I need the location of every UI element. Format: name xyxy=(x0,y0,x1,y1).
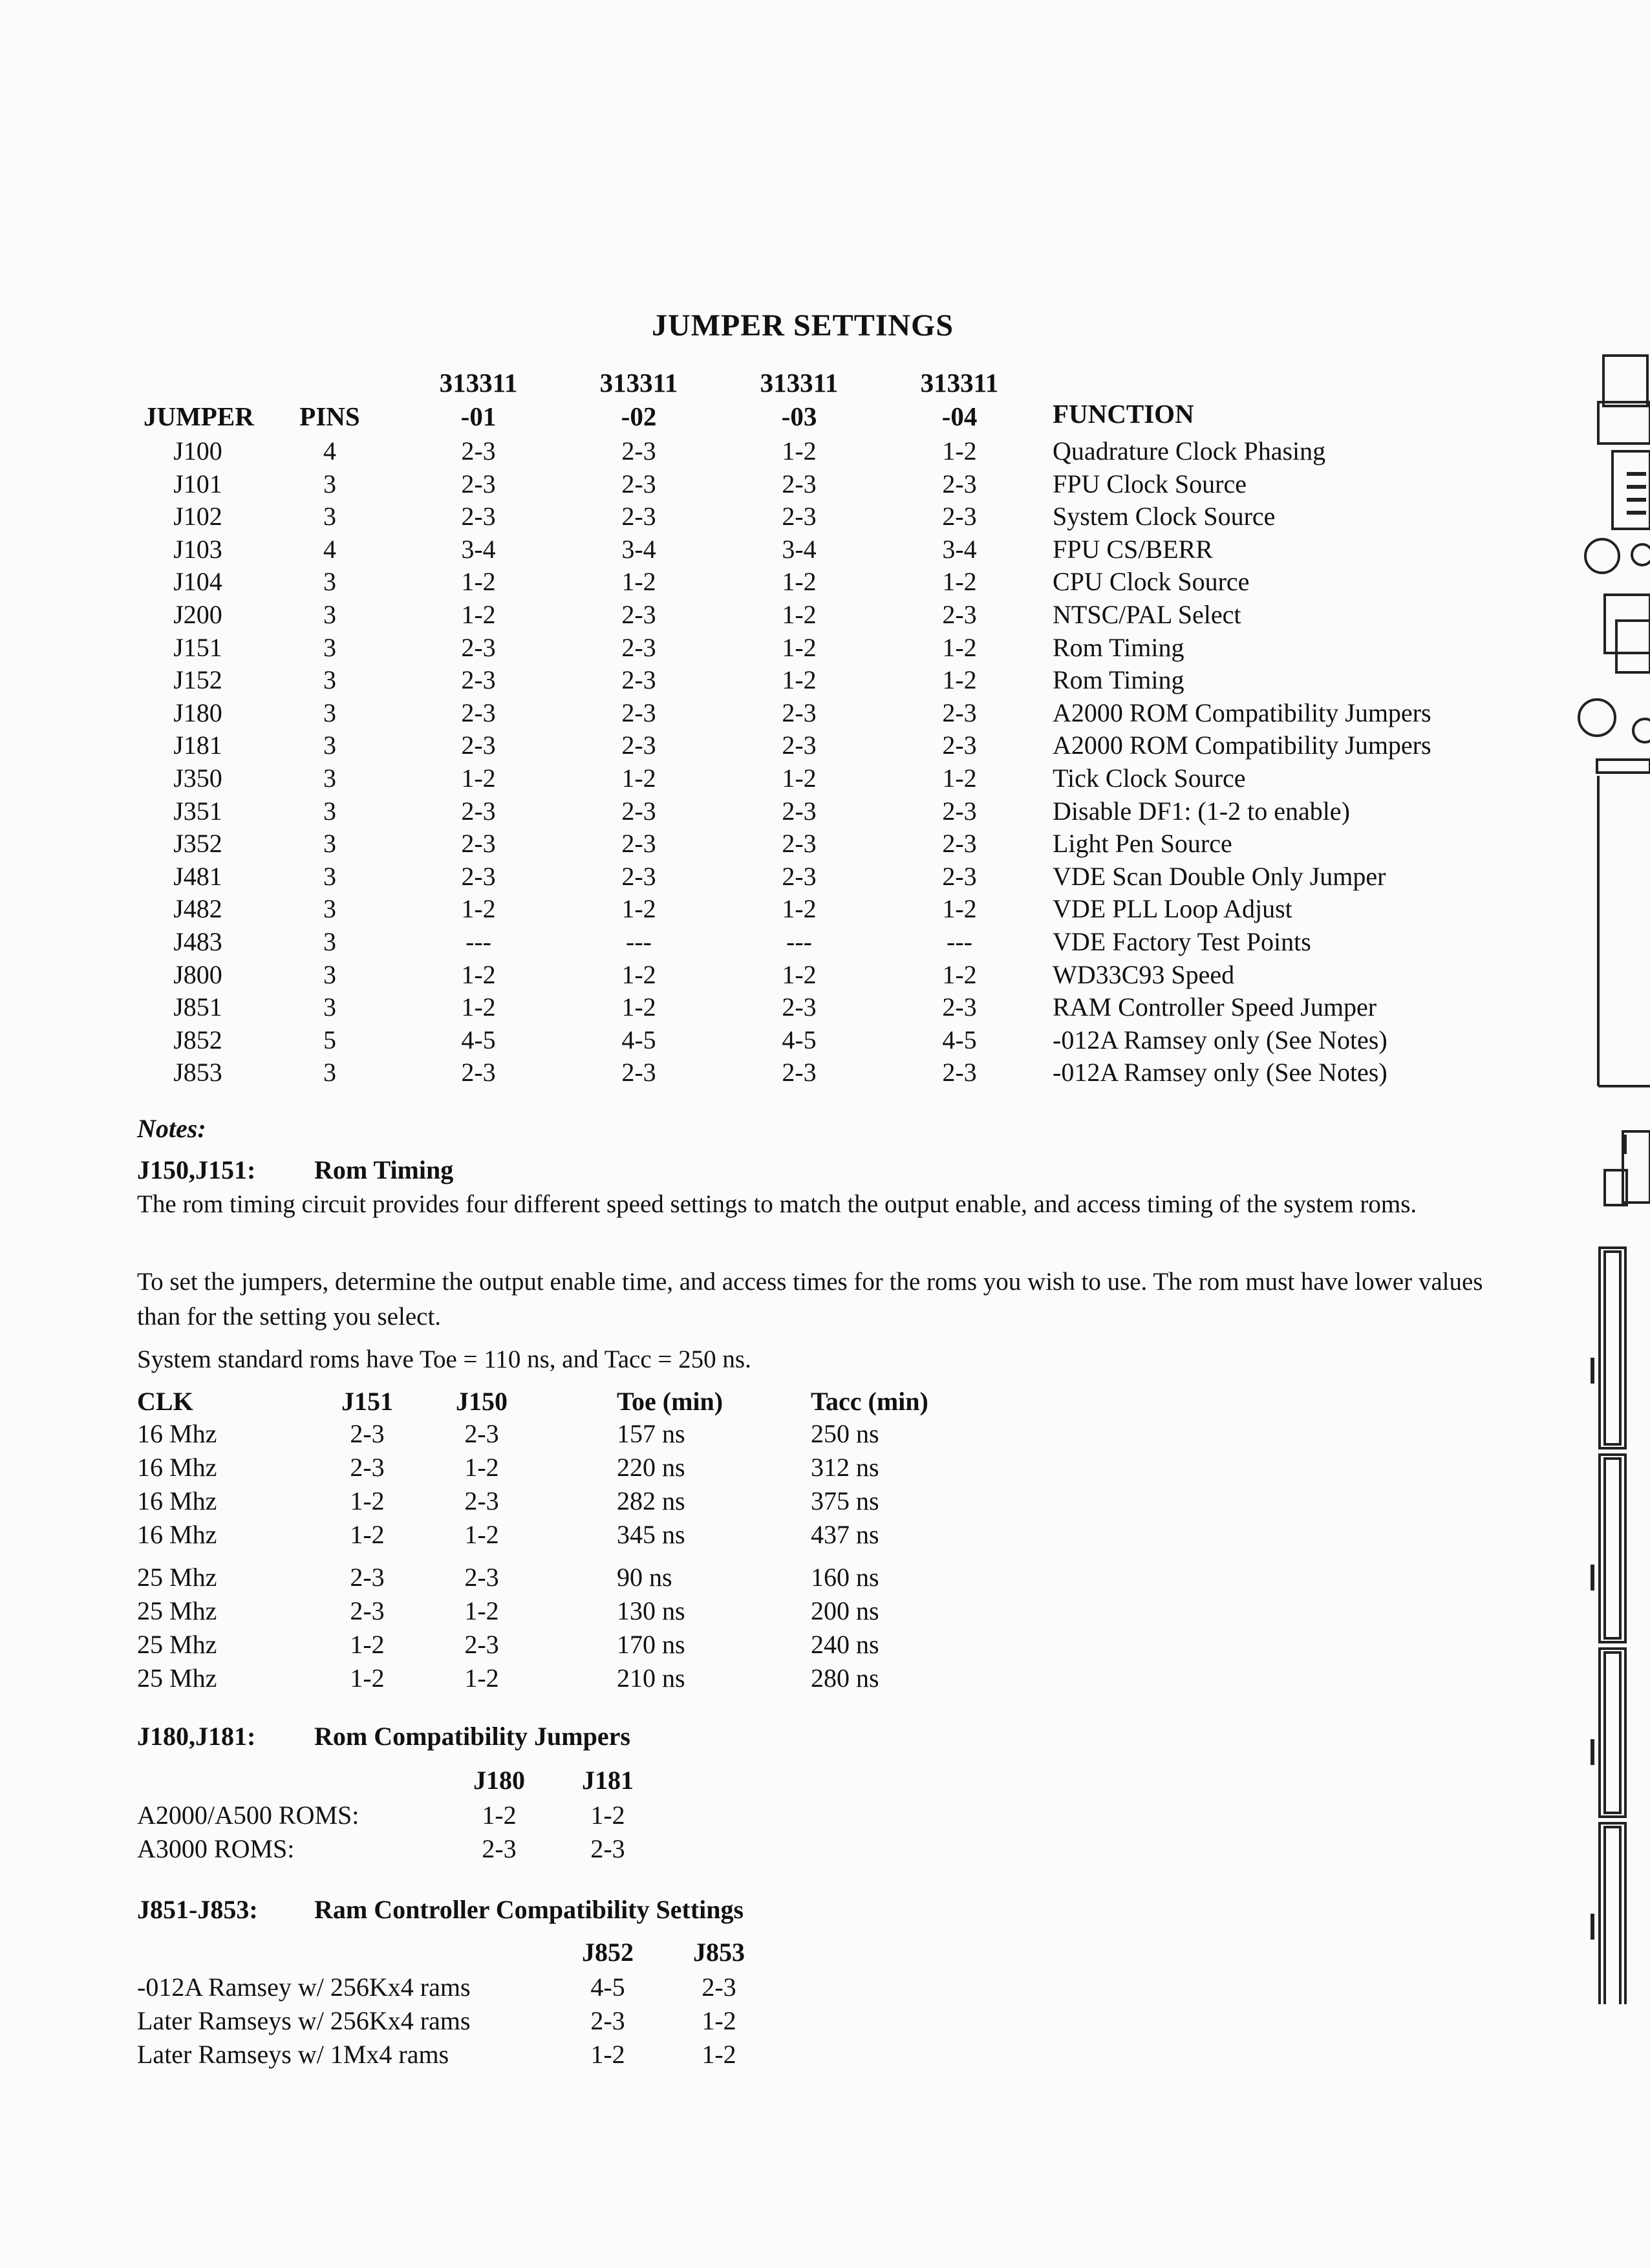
rom-compat-header-j180: J180 xyxy=(473,1766,525,1795)
rom-compat-id: J180,J181: xyxy=(137,1722,256,1751)
setting-03: 2-3 xyxy=(782,469,817,498)
setting-03: 1-2 xyxy=(782,764,817,793)
pin-count: 3 xyxy=(323,731,336,760)
setting-02: 2-3 xyxy=(621,862,656,891)
setting-04: 1-2 xyxy=(942,436,977,465)
ram-compat-title: Ram Controller Compatibility Settings xyxy=(314,1895,744,1924)
jumper-id: J853 xyxy=(173,1058,222,1087)
ram-compat-id: J851-J853: xyxy=(137,1895,258,1924)
function-description: A2000 ROM Compatibility Jumpers xyxy=(1053,698,1431,727)
j853-setting: 1-2 xyxy=(702,2040,736,2069)
pin-count: 3 xyxy=(323,894,336,923)
setting-02: --- xyxy=(626,927,652,956)
jumper-id: J104 xyxy=(173,567,222,596)
toe-value: 282 ns xyxy=(617,1486,685,1515)
setting-03: 4-5 xyxy=(782,1025,817,1054)
setting-03: 2-3 xyxy=(782,502,817,531)
setting-02: 1-2 xyxy=(621,960,656,989)
setting-02: 2-3 xyxy=(621,469,656,498)
jumper-id: J151 xyxy=(173,633,222,662)
jumper-id: J181 xyxy=(173,731,222,760)
j151-setting: 2-3 xyxy=(350,1563,385,1592)
pin-count: 3 xyxy=(323,829,336,858)
j150-setting: 1-2 xyxy=(464,1664,499,1693)
setting-04: 2-3 xyxy=(942,698,977,727)
pin-count: 3 xyxy=(323,502,336,531)
pin-count: 4 xyxy=(323,535,336,564)
notes-label: Notes: xyxy=(137,1114,206,1143)
j151-setting: 2-3 xyxy=(350,1419,385,1448)
toe-value: 210 ns xyxy=(617,1664,685,1693)
setting-04: 2-3 xyxy=(942,829,977,858)
setting-01: 2-3 xyxy=(461,829,496,858)
clock-speed: 25 Mhz xyxy=(137,1630,217,1659)
function-description: RAM Controller Speed Jumper xyxy=(1053,992,1377,1022)
setting-03: 2-3 xyxy=(782,992,817,1022)
timing-header-toe: Toe (min) xyxy=(617,1387,723,1416)
rom-timing-title: Rom Timing xyxy=(314,1155,454,1184)
function-description: FPU CS/BERR xyxy=(1053,535,1213,564)
rom-timing-para-3: System standard roms have Toe = 110 ns, and Tacc = 250 ns. xyxy=(137,1345,751,1373)
setting-01: 1-2 xyxy=(461,600,496,629)
header-variant-02: -02 xyxy=(621,401,657,431)
setting-02: 2-3 xyxy=(621,665,656,694)
tacc-value: 160 ns xyxy=(811,1563,879,1592)
setting-04: 2-3 xyxy=(942,992,977,1022)
setting-04: 2-3 xyxy=(942,502,977,531)
ram-compat-header-j852: J852 xyxy=(582,1938,634,1967)
setting-02: 4-5 xyxy=(621,1025,656,1054)
j151-setting: 1-2 xyxy=(350,1486,385,1515)
j150-setting: 1-2 xyxy=(464,1520,499,1549)
rom-timing-para-1: The rom timing circuit provides four different speed settings to match the output enable, and access timing of the system roms. xyxy=(137,1190,1417,1218)
rom-compat-title: Rom Compatibility Jumpers xyxy=(314,1722,630,1751)
function-description: CPU Clock Source xyxy=(1053,567,1250,596)
setting-01: 4-5 xyxy=(461,1025,496,1054)
setting-03: 1-2 xyxy=(782,960,817,989)
setting-04: 2-3 xyxy=(942,731,977,760)
setting-04: 2-3 xyxy=(942,469,977,498)
function-description: Disable DF1: (1-2 to enable) xyxy=(1053,797,1350,826)
setting-02: 1-2 xyxy=(621,894,656,923)
header-variant-04: -04 xyxy=(941,401,978,431)
clock-speed: 16 Mhz xyxy=(137,1486,217,1515)
tacc-value: 375 ns xyxy=(811,1486,879,1515)
setting-01: 1-2 xyxy=(461,894,496,923)
setting-01: 2-3 xyxy=(461,797,496,826)
pin-count: 3 xyxy=(323,764,336,793)
setting-03: 1-2 xyxy=(782,894,817,923)
tacc-value: 240 ns xyxy=(811,1630,879,1659)
setting-02: 1-2 xyxy=(621,764,656,793)
jumper-id: J101 xyxy=(173,469,222,498)
rom-type-label: A2000/A500 ROMS: xyxy=(137,1801,359,1830)
pin-count: 3 xyxy=(323,960,336,989)
part-number-01: 313311 xyxy=(439,368,518,398)
clock-speed: 25 Mhz xyxy=(137,1664,217,1693)
function-description: NTSC/PAL Select xyxy=(1053,600,1241,629)
jumper-id: J152 xyxy=(173,665,222,694)
function-description: WD33C93 Speed xyxy=(1053,960,1235,989)
j180-setting: 1-2 xyxy=(482,1801,517,1830)
tacc-value: 312 ns xyxy=(811,1453,879,1482)
function-description: FPU Clock Source xyxy=(1053,469,1247,498)
jumper-id: J852 xyxy=(173,1025,222,1054)
function-description: A2000 ROM Compatibility Jumpers xyxy=(1053,731,1431,760)
j151-setting: 2-3 xyxy=(350,1596,385,1625)
setting-03: 2-3 xyxy=(782,1058,817,1087)
setting-04: 3-4 xyxy=(942,535,977,564)
jumper-id: J102 xyxy=(173,502,222,531)
clock-speed: 16 Mhz xyxy=(137,1520,217,1549)
j151-setting: 2-3 xyxy=(350,1453,385,1482)
jumper-id: J350 xyxy=(173,764,222,793)
j853-setting: 2-3 xyxy=(702,1973,736,2002)
rom-timing-para-2: To set the jumpers, determine the output enable time, and access times for the roms you wish to use. The rom must have lower values than for the setting you select. xyxy=(137,1268,1483,1331)
toe-value: 130 ns xyxy=(617,1596,685,1625)
setting-04: 1-2 xyxy=(942,633,977,662)
function-description: VDE PLL Loop Adjust xyxy=(1053,894,1292,923)
clock-speed: 16 Mhz xyxy=(137,1453,217,1482)
pin-count: 3 xyxy=(323,927,336,956)
circuit-board-edge-graphic xyxy=(1565,349,1650,2004)
jumper-id: J351 xyxy=(173,797,222,826)
tacc-value: 280 ns xyxy=(811,1664,879,1693)
setting-03: 2-3 xyxy=(782,829,817,858)
function-description: Rom Timing xyxy=(1053,633,1184,662)
setting-04: 2-3 xyxy=(942,862,977,891)
pin-count: 3 xyxy=(323,1058,336,1087)
setting-04: 2-3 xyxy=(942,797,977,826)
setting-01: 2-3 xyxy=(461,633,496,662)
setting-03: 2-3 xyxy=(782,731,817,760)
toe-value: 90 ns xyxy=(617,1563,672,1592)
pin-count: 4 xyxy=(323,436,336,465)
rom-type-label: A3000 ROMS: xyxy=(137,1834,295,1863)
timing-header-j150: J150 xyxy=(456,1387,508,1416)
setting-03: 1-2 xyxy=(782,600,817,629)
clock-speed: 25 Mhz xyxy=(137,1563,217,1592)
setting-03: 1-2 xyxy=(782,633,817,662)
header-variant-03: -03 xyxy=(781,401,817,431)
j853-setting: 1-2 xyxy=(702,2006,736,2035)
setting-03: 2-3 xyxy=(782,862,817,891)
setting-02: 1-2 xyxy=(621,567,656,596)
j151-setting: 1-2 xyxy=(350,1664,385,1693)
jumper-id: J103 xyxy=(173,535,222,564)
toe-value: 345 ns xyxy=(617,1520,685,1549)
setting-01: --- xyxy=(466,927,491,956)
clock-speed: 16 Mhz xyxy=(137,1419,217,1448)
header-pins: PINS xyxy=(299,401,360,431)
function-description: Light Pen Source xyxy=(1053,829,1232,858)
setting-04: 4-5 xyxy=(942,1025,977,1054)
function-description: Tick Clock Source xyxy=(1053,764,1246,793)
function-description: -012A Ramsey only (See Notes) xyxy=(1053,1025,1388,1054)
setting-04: 1-2 xyxy=(942,894,977,923)
setting-03: --- xyxy=(786,927,812,956)
part-number-03: 313311 xyxy=(760,368,839,398)
setting-04: 2-3 xyxy=(942,1058,977,1087)
timing-header-j151: J151 xyxy=(341,1387,393,1416)
function-description: VDE Scan Double Only Jumper xyxy=(1053,862,1386,891)
j150-setting: 2-3 xyxy=(464,1486,499,1515)
function-description: System Clock Source xyxy=(1053,502,1276,531)
header-function: FUNCTION xyxy=(1053,399,1194,429)
jumper-id: J180 xyxy=(173,698,222,727)
setting-02: 1-2 xyxy=(621,992,656,1022)
pin-count: 3 xyxy=(323,567,336,596)
pin-count: 3 xyxy=(323,992,336,1022)
setting-02: 2-3 xyxy=(621,1058,656,1087)
setting-03: 3-4 xyxy=(782,535,817,564)
jumper-id: J800 xyxy=(173,960,222,989)
pin-count: 3 xyxy=(323,633,336,662)
j150-setting: 1-2 xyxy=(464,1453,499,1482)
ramsey-config-label: -012A Ramsey w/ 256Kx4 rams xyxy=(137,1973,471,2002)
clock-speed: 25 Mhz xyxy=(137,1596,217,1625)
setting-03: 1-2 xyxy=(782,436,817,465)
j852-setting: 1-2 xyxy=(590,2040,625,2069)
timing-header-clk: CLK xyxy=(137,1387,193,1416)
pin-count: 3 xyxy=(323,797,336,826)
setting-02: 3-4 xyxy=(621,535,656,564)
tacc-value: 200 ns xyxy=(811,1596,879,1625)
setting-03: 2-3 xyxy=(782,698,817,727)
function-description: -012A Ramsey only (See Notes) xyxy=(1053,1058,1388,1087)
setting-01: 2-3 xyxy=(461,502,496,531)
setting-02: 2-3 xyxy=(621,797,656,826)
pin-count: 3 xyxy=(323,665,336,694)
j181-setting: 2-3 xyxy=(590,1834,625,1863)
setting-03: 2-3 xyxy=(782,797,817,826)
toe-value: 157 ns xyxy=(617,1419,685,1448)
part-number-04: 313311 xyxy=(920,368,999,398)
setting-02: 2-3 xyxy=(621,600,656,629)
toe-value: 220 ns xyxy=(617,1453,685,1482)
setting-01: 1-2 xyxy=(461,960,496,989)
setting-03: 1-2 xyxy=(782,665,817,694)
setting-02: 2-3 xyxy=(621,633,656,662)
setting-01: 1-2 xyxy=(461,764,496,793)
jumper-id: J483 xyxy=(173,927,222,956)
setting-04: 2-3 xyxy=(942,600,977,629)
setting-01: 2-3 xyxy=(461,469,496,498)
header-jumper: JUMPER xyxy=(144,401,254,431)
setting-01: 2-3 xyxy=(461,1058,496,1087)
page-title: JUMPER SETTINGS xyxy=(652,308,954,343)
jumper-id: J352 xyxy=(173,829,222,858)
setting-01: 2-3 xyxy=(461,698,496,727)
setting-04: 1-2 xyxy=(942,567,977,596)
function-description: Rom Timing xyxy=(1053,665,1184,694)
pin-count: 3 xyxy=(323,469,336,498)
function-description: VDE Factory Test Points xyxy=(1053,927,1311,956)
j852-setting: 4-5 xyxy=(590,1973,625,2002)
setting-01: 1-2 xyxy=(461,567,496,596)
j151-setting: 1-2 xyxy=(350,1520,385,1549)
tacc-value: 250 ns xyxy=(811,1419,879,1448)
timing-header-tacc: Tacc (min) xyxy=(811,1387,928,1416)
tacc-value: 437 ns xyxy=(811,1520,879,1549)
ramsey-config-label: Later Ramseys w/ 256Kx4 rams xyxy=(137,2006,471,2035)
j181-setting: 1-2 xyxy=(590,1801,625,1830)
j852-setting: 2-3 xyxy=(590,2006,625,2035)
ram-compat-header-j853: J853 xyxy=(693,1938,745,1967)
setting-03: 1-2 xyxy=(782,567,817,596)
setting-01: 1-2 xyxy=(461,992,496,1022)
setting-02: 2-3 xyxy=(621,829,656,858)
j150-setting: 2-3 xyxy=(464,1419,499,1448)
jumper-id: J200 xyxy=(173,600,222,629)
setting-01: 2-3 xyxy=(461,665,496,694)
setting-04: --- xyxy=(947,927,972,956)
jumper-id: J481 xyxy=(173,862,222,891)
setting-01: 3-4 xyxy=(461,535,496,564)
jumper-id: J851 xyxy=(173,992,222,1022)
part-number-02: 313311 xyxy=(599,368,678,398)
pin-count: 3 xyxy=(323,600,336,629)
setting-01: 2-3 xyxy=(461,436,496,465)
jumper-id: J100 xyxy=(173,436,222,465)
header-variant-01: -01 xyxy=(460,401,497,431)
setting-04: 1-2 xyxy=(942,764,977,793)
setting-02: 2-3 xyxy=(621,731,656,760)
ramsey-config-label: Later Ramseys w/ 1Mx4 rams xyxy=(137,2040,449,2069)
pin-count: 3 xyxy=(323,698,336,727)
j180-setting: 2-3 xyxy=(482,1834,517,1863)
pin-count: 5 xyxy=(323,1025,336,1054)
setting-02: 2-3 xyxy=(621,436,656,465)
j150-setting: 2-3 xyxy=(464,1630,499,1659)
setting-01: 2-3 xyxy=(461,862,496,891)
pin-count: 3 xyxy=(323,862,336,891)
setting-01: 2-3 xyxy=(461,731,496,760)
j150-setting: 2-3 xyxy=(464,1563,499,1592)
function-description: Quadrature Clock Phasing xyxy=(1053,436,1326,465)
rom-timing-id: J150,J151: xyxy=(137,1155,256,1184)
setting-02: 2-3 xyxy=(621,502,656,531)
toe-value: 170 ns xyxy=(617,1630,685,1659)
j151-setting: 1-2 xyxy=(350,1630,385,1659)
rom-compat-header-j181: J181 xyxy=(582,1766,634,1795)
setting-04: 1-2 xyxy=(942,665,977,694)
jumper-id: J482 xyxy=(173,894,222,923)
setting-04: 1-2 xyxy=(942,960,977,989)
setting-02: 2-3 xyxy=(621,698,656,727)
j150-setting: 1-2 xyxy=(464,1596,499,1625)
